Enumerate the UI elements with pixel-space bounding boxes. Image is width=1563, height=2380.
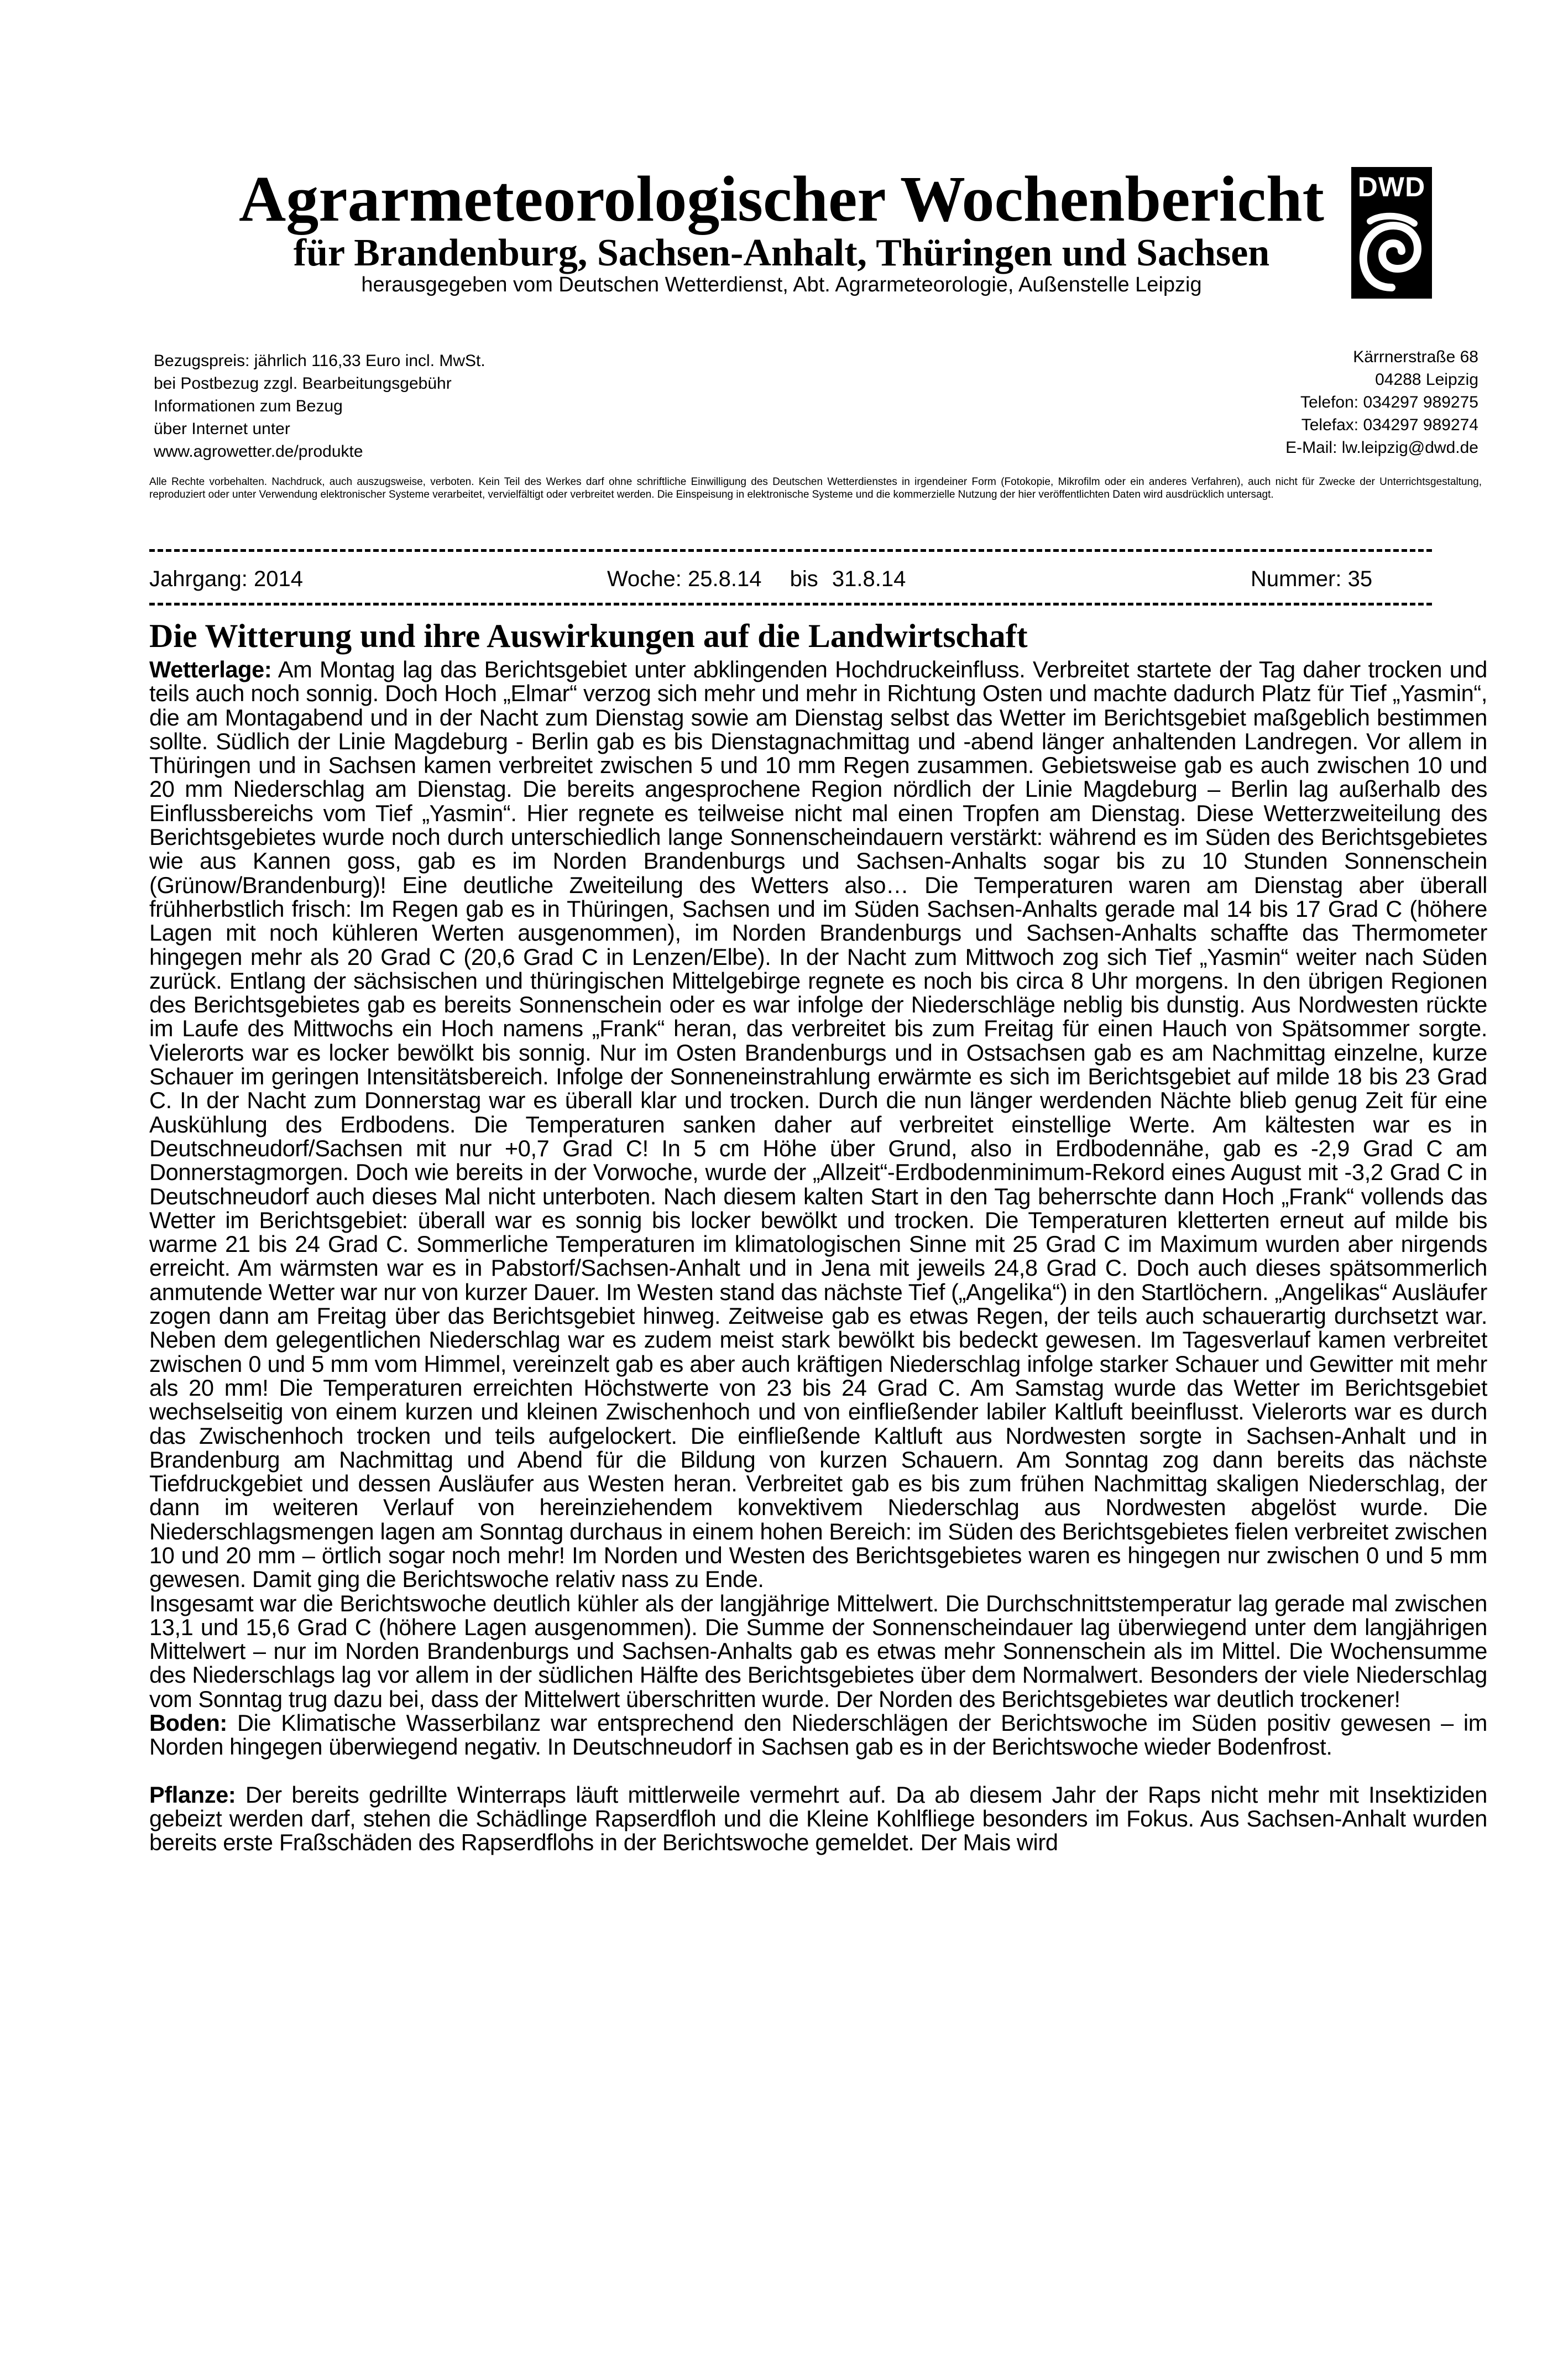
- wetterlage-label: Wetterlage:: [149, 656, 272, 682]
- article-body: [149, 657, 1487, 1855]
- pflanze-text: Der bereits gedrillte Winterraps läuft mittlerweile vermehrt auf. Da ab diesem Jahr der Raps nicht mehr mit Insektiziden gebeizt werden darf, stehen die Schädlinge Rapserdfloh und die Kleine Kohlfliege besonders im Fokus. Aus Sachsen-Anhalt wurden bereits erste Fraßschäden des Rapserdflohs in der Berichtswoche gemeldet. Der Mais wird: [149, 1781, 1488, 1856]
- contact-info: [1036, 346, 1478, 459]
- number-value: 35: [1347, 567, 1373, 591]
- issue-year: [149, 565, 303, 593]
- year-value: 2014: [254, 567, 304, 591]
- year-label: Jahrgang:: [149, 567, 248, 591]
- publisher-line: herausgegeben vom Deutschen Wetterdienst, Abt. Agrarmeteorologie, Außenstelle Leipzig: [361, 273, 1202, 296]
- address-city: 04288 Leipzig: [1375, 370, 1478, 389]
- week-to: 31.8.14: [832, 567, 906, 591]
- wetterlage-paragraph: [149, 657, 1487, 1591]
- wetterlage-text: Am Montag lag das Berichtsgebiet unter abklingenden Hochdruckeinfluss. Verbreitet startete der Tag daher trocken und teils auch noch sonnig. Doch Hoch „Elmar“ verzog sich mehr und mehr in Richtung Osten und machte dadurch Platz für Tief „Yasmin“, die am Montagabend und in der Nacht zum Dienstag sowie am Dienstag selbst das Wetter im Berichtsgebiet maßgeblich bestimmen sollte. Südlich der Linie Magdeburg - Berlin gab es bis Dienstagnachmittag und -abend länger anhaltenden Landregen. Vor allem in Thüringen und in Sachsen kamen verbreitet zwischen 5 und 10 mm Regen zusammen. Gebietsweise gab es auch zwischen 10 und 20 mm Niederschlag am Dienstag. Die bereits angesprochene Region nördlich der Linie Magdeburg – Berlin lag außerhalb des Einflussbereichs vom Tief „Yasmin“. Hier regnete es teilweise nicht mal einen Tropfen am Dienstag. Diese Wetterzweiteilung des Berichtsgebietes wurde noch durch unterschiedlich lange Sonnenscheindauern verstärkt: während es im Süden des Berichtsgebietes wie aus Kannen goss, gab es im Norden Brandenburgs und Sachsen-Anhalts sogar bis zu 10 Stunden Sonnenschein (Grünow/Brandenburg)! Eine deutliche Zweiteilung des Wetters also… Die Temperaturen waren am Dienstag aber überall frühherbstlich frisch: Im Regen gab es in Thüringen, Sachsen und im Süden Sachsen-Anhalts gerade mal 14 bis 17 Grad C (höhere Lagen mit noch kühleren Werten ausgenommen), im Norden Brandenburgs und Sachsen-Anhalts schaffte das Thermometer hingegen mehr als 20 Grad C (20,6 Grad C in Lenzen/Elbe). In der Nacht zum Mittwoch zog sich Tief „Yasmin“ weiter nach Süden zurück. Entlang der sächsischen und thüringischen Mittelgebirge regnete es noch bis circa 8 Uhr morgens. In den übrigen Regionen des Berichtsgebietes gab es bereits Sonnenschein oder es war infolge der Niederschläge neblig bis dunstig. Aus Nordwesten rückte im Laufe des Mittwochs ein Hoch namens „Frank“ heran, das verbreitet bis zum Freitag für einen Hauch von Spätsommer sorgte. Vielerorts war es locker bewölkt bis sonnig. Nur im Osten Brandenburgs und in Ostsachsen gab es am Nachmittag einzelne, kurze Schauer im geringen Intensitätsbereich. Infolge der Sonneneinstrahlung erwärmte es sich im Berichtsgebiet auf milde 18 bis 23 Grad C. In der Nacht zum Donnerstag war es überall klar und trocken. Durch die nun länger werdenden Nächte blieb genug Zeit für eine Auskühlung des Erdbodens. Die Temperaturen sanken daher auf verbreitet einstellige Werte. Am kältesten war es in Deutschneudorf/Sachsen mit nur +0,7 Grad C! In 5 cm Höhe über Grund, also in Erdbodennähe, gab es -2,9 Grad C am Donnerstagmorgen. Doch wie bereits in der Vorwoche, wurde der „Allzeit“-Erdbodenminimum-Rekord eines August mit -3,2 Grad C in Deutschneudorf auch dieses Mal nicht unterboten. Nach diesem kalten Start in den Tag beherrschte dann Hoch „Frank“ vollends das Wetter im Berichtsgebiet: überall war es sonnig bis locker bewölkt und trocken. Die Temperaturen kletterten erneut auf milde bis warme 21 bis 24 Grad C. Sommerliche Temperaturen im klimatologischen Sinne mit 25 Grad C im Maximum wurden aber nirgends erreicht. Am wärmsten war es in Pabstorf/Sachsen-Anhalt und in Jena mit jeweils 24,8 Grad C. Doch auch dieses spätsommerlich anmutende Wetter war nur von kurzer Dauer. Im Westen stand das nächste Tief („Angelika“) in den Startlöchern. „Angelikas“ Ausläufer zogen dann am Freitag über das Berichtsgebiet hinweg. Zeitweise gab es etwas Regen, der teils auch schauerartig durchsetzt war. Neben dem gelegentlichen Niederschlag war es zudem meist stark bewölkt bis bedeckt gewesen. Im Tagesverlauf kamen verbreitet zwischen 0 und 5 mm vom Himmel, vereinzelt gab es aber auch kräftigen Niederschlag infolge starker Schauer und Gewitter mit mehr als 20 mm! Die Temperaturen erreichten Höchstwerte von 23 bis 24 Grad C. Am Samstag wurde das Wetter im Berichtsgebiet wechselseitig von einem kurzen und kleinen Zwischenhoch und von einfließender labiler Kaltluft beeinflusst. Vielerorts war es durch das Zwischenhoch trocken und teils aufgelockert. Die einfließende Kaltluft aus Nordwesten sorgte in Sachsen-Anhalt und in Brandenburg am Nachmittag und Abend für die Bildung von kurzen Schauern. Am Sonntag zog dann bereits das nächste Tiefdruckgebiet und dessen Ausläufer aus Westen heran. Verbreitet gab es bis zum frühen Nachmittag skaligen Niederschlag, der dann im weiteren Verlauf von hereinziehendem konvektivem Niederschlag aus Nordwesten abgelöst wurde. Die Niederschlagsmengen lagen am Sonntag durchaus in einem hohen Bereich: im Süden des Berichtsgebietes fielen verbreitet zwischen 10 und 20 mm – örtlich sogar noch mehr! Im Norden und Westen des Berichtsgebietes waren es hingegen nur zwischen 0 und 5 mm gewesen. Damit ging die Berichtswoche relativ nass zu Ende.: [149, 656, 1487, 1593]
- subscription-info-line: über Internet unter: [154, 420, 290, 438]
- boden-paragraph: [149, 1711, 1487, 1759]
- number-label: Nummer:: [1251, 567, 1342, 591]
- subscription-info-line: Bezugspreis: jährlich 116,33 Euro incl. MwSt.: [154, 352, 485, 370]
- subscription-info: [154, 349, 707, 463]
- dashed-divider: [149, 603, 1432, 606]
- email-link[interactable]: E-Mail: lw.leipzig@dwd.de: [1285, 439, 1478, 457]
- week-from: 25.8.14: [688, 567, 762, 591]
- fax-number: Telefax: 034297 989274: [1301, 416, 1478, 434]
- subscription-info-line: Informationen zum Bezug: [154, 397, 343, 415]
- week-separator: bis: [790, 567, 818, 591]
- issue-number: [1251, 565, 1372, 593]
- boden-label: Boden:: [149, 1710, 227, 1736]
- dwd-logo: [1351, 167, 1432, 299]
- week-label: Woche:: [607, 567, 682, 591]
- dwd-logo-text: DWD: [1357, 171, 1426, 202]
- pflanze-label: Pflanze:: [149, 1781, 236, 1808]
- address-street: Kärrnerstraße 68: [1353, 348, 1478, 366]
- report-title: Agrarmeteorologischer Wochenbericht: [239, 163, 1324, 235]
- article-title: Die Witterung und ihre Auswirkungen auf die Landwirtschaft: [149, 618, 1028, 654]
- phone-number: Telefon: 034297 989275: [1300, 393, 1478, 411]
- dashed-divider: [149, 549, 1432, 552]
- subscription-info-line: bei Postbezug zzgl. Bearbeitungsgebühr: [154, 374, 452, 393]
- pflanze-paragraph: [149, 1783, 1487, 1855]
- report-subtitle: für Brandenburg, Sachsen-Anhalt, Thüringen und Sachsen: [293, 232, 1270, 274]
- issue-week: [607, 565, 906, 593]
- summary-paragraph: Insgesamt war die Berichtswoche deutlich kühler als der langjährige Mittelwert. Die Durchschnittstemperatur lag gerade mal zwischen 13,1 und 15,6 Grad C (höhere Lagen ausgenommen). Die Summe der Sonnenscheindauer lag überwiegend unter dem langjährigen Mittelwert – nur im Norden Brandenburgs und Sachsen-Anhalts gab es etwas mehr Sonnenschein als im Mittel. Die Wochensumme des Niederschlags lag vor allem in der südlichen Hälfte des Berichtsgebietes über dem Normalwert. Besonders der viele Niederschlag vom Sonntag trug dazu bei, dass der Mittelwert überschritten wurde. Der Norden des Berichtsgebietes war deutlich trockener!: [149, 1590, 1487, 1712]
- dwd-swirl-icon: [1357, 209, 1426, 292]
- legal-notice: Alle Rechte vorbehalten. Nachdruck, auch auszugsweise, verboten. Kein Teil des Werkes darf ohne schriftliche Einwilligung des Deutschen Wetterdienstes in irgendeiner Form (Fotokopie, Mikrofilm oder ein anderes Verfahren), auch nicht für Zwecke der Unterrichtsgestaltung, reproduziert oder unter Verwendung elektronischer Systeme verarbeitet, vervielfältigt oder verbreitet werden. Die Einspeisung in elektronische Systeme und die kommerzielle Nutzung der hier veröffentlichten Daten wird ausdrücklich untersagt.: [149, 476, 1482, 500]
- website-link[interactable]: www.agrowetter.de/produkte: [154, 442, 363, 461]
- boden-text: Die Klimatische Wasserbilanz war entsprechend den Niederschlägen der Berichtswoche im Süden positiv gewesen – im Norden hingegen überwiegend negativ. In Deutschneudorf in Sachsen gab es in der Berichtswoche wieder Bodenfrost.: [149, 1710, 1487, 1760]
